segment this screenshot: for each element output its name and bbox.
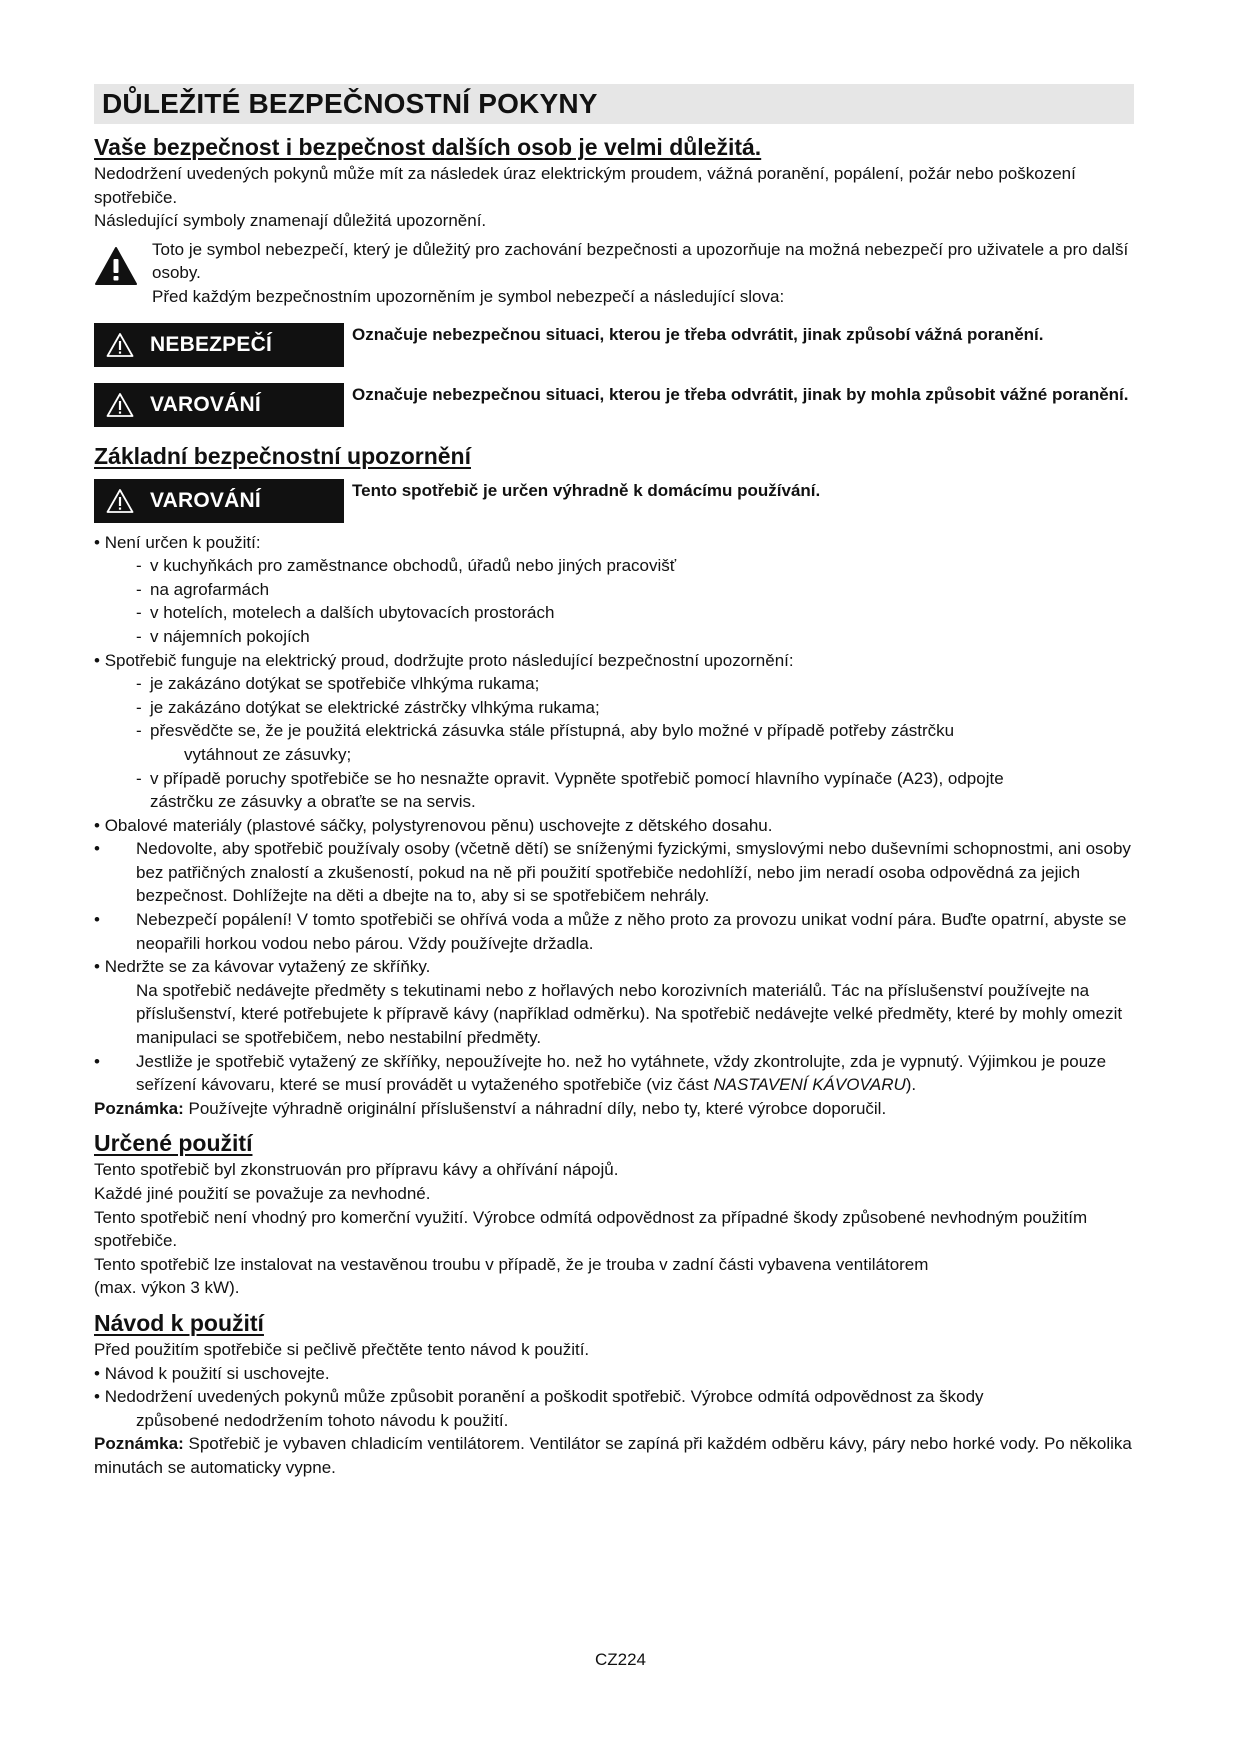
- sub-list-item: - v kuchyňkách pro zaměstnance obchodů, úřadů nebo jiných pracovišť: [136, 556, 677, 576]
- warning-description: Označuje nebezpečnou situaci, kterou je třeba odvrátit, jinak by mohla způsobit vážné poranění.: [352, 384, 1129, 404]
- intended-use-text: Tento spotřebič byl zkonstruován pro přípravu kávy a ohřívání nápojů. Každé jiné použití se považuje za nevhodné. Tento spotřebič není vhodný pro komerční využití. Výrobce odmítá odpovědnost za případné škody způsobené nevhodným použitím spotřebiče. Tento spotřebič lze instalovat na vestavěnou troubu v případě, že je trouba v zadní části vybavena ventilátorem (max. výkon 3 kW).: [94, 1160, 1088, 1298]
- basic-safety-heading: Základní bezpečnostní upozornění: [94, 442, 471, 469]
- page-title: DŮLEŽITÉ BEZPEČNOSTNÍ POKYNY: [94, 84, 1134, 124]
- sub-list-item: - v hotelích, motelech a dalších ubytovacích prostorách: [136, 603, 555, 623]
- domestic-warning-label: VAROVÁNÍ: [150, 488, 261, 512]
- intro-paragraph: Nedodržení uvedených pokynů může mít za následek úraz elektrickým proudem, vážná poranění, popálení, požár nebo poškození spotřebiče.: [94, 164, 1076, 207]
- domestic-warning-row: [94, 479, 1134, 523]
- warning-triangle-icon: [106, 392, 134, 418]
- instructions-text: Před použitím spotřebiče si pečlivě přečtěte tento návod k použití. • Návod k použití si uschovejte. • Nedodržení uvedených pokynů může způsobit poranění a poškodit spotřebič. Výrobce odmítá odpovědnost za škody způsobené nedodržením tohoto návodu k použití. Poznámka: Spotřebič je vybaven chladicím ventilátorem. Ventilátor se zapíná při každém odběru kávy, páry nebo horké vody. Po několika minutách se automaticky vypne.: [94, 1338, 1134, 1480]
- note-label: Poznámka:: [94, 1098, 184, 1118]
- page-content: [94, 84, 1134, 1480]
- list-item-continuation: způsobené nedodržením tohoto návodu k použití.: [136, 1410, 509, 1430]
- warning-label-box: [94, 383, 344, 427]
- danger-row: [94, 323, 1134, 367]
- settings-reference: NASTAVENÍ KÁVOVARU: [713, 1075, 906, 1095]
- symbols-paragraph: Následující symboly znamenají důležitá upozornění.: [94, 211, 487, 231]
- list-item-continuation: Na spotřebič nedávejte předměty s tekutinami nebo z hořlavých nebo korozivních materiálů. Tác na příslušenství používejte na příslušenství, které potřebujete k přípravě kávy (například odměrku). Na spotřebič nedávejte velké předměty, které by mohly omezit manipulaci se spotřebičem, nebo nestabilní předměty.: [136, 980, 1123, 1048]
- danger-label-box: [94, 323, 344, 367]
- note: Poznámka: Spotřebič je vybaven chladicím ventilátorem. Ventilátor se zapíná při každém odběru kávy, páry nebo horké vody. Po několika minutách se automaticky vypne.: [94, 1434, 1132, 1477]
- symbol-words-text: Před každým bezpečnostním upozorněním je symbol nebezpečí a následující slova:: [152, 286, 785, 306]
- warning-triangle-icon: [106, 488, 134, 514]
- page-number: CZ224: [594, 1650, 647, 1669]
- warning-label: VAROVÁNÍ: [150, 392, 261, 416]
- sub-list-item: - je zakázáno dotýkat se elektrické zástrčky vlhkýma rukama;: [136, 697, 600, 717]
- sub-list-item-continuation: zástrčku ze zásuvky a obraťte se na servis.: [150, 792, 476, 812]
- note-label: Poznámka:: [94, 1434, 184, 1454]
- sub-list-item: - na agrofarmách: [136, 579, 270, 599]
- list-item: • Spotřebič funguje na elektrický proud, dodržujte proto následující bezpečnostní upozornění:: [94, 650, 794, 670]
- warning-row: [94, 383, 1134, 427]
- intro-heading: Vaše bezpečnost i bezpečnost dalších osob je velmi důležitá.: [94, 134, 762, 160]
- sub-list-item: - v případě poruchy spotřebiče se ho nesnažte opravit. Vypněte spotřebič pomocí hlavního vypínače (A23), odpojte: [136, 768, 1004, 788]
- list-item: • Nedržte se za kávovar vytažený ze skříňky.: [94, 957, 431, 977]
- instructions-heading: Návod k použití: [94, 1309, 264, 1336]
- list-item: • Návod k použití si uschovejte.: [94, 1363, 330, 1383]
- danger-label: NEBEZPEČÍ: [150, 332, 272, 356]
- symbol-text: Toto je symbol nebezpečí, který je důležitý pro zachování bezpečnosti a upozorňuje na možná nebezpečí pro uživatele a pro další osoby.: [152, 239, 1129, 283]
- warning-triangle-icon: [94, 238, 152, 309]
- intended-use-heading: Určené použití: [94, 1130, 253, 1157]
- list-item: • Jestliže je spotřebič vytažený ze skříňky, nepoužívejte ho. než ho vytáhnete, vždy zkontrolujte, zda je vypnutý. Výjimkou je pouze seřízení kávovaru, které se musí provádět u vytaženého spotřebiče (viz část NASTAVENÍ KÁVOVARU).: [94, 1051, 1107, 1095]
- danger-description: Označuje nebezpečnou situaci, kterou je třeba odvrátit, jinak způsobí vážná poranění.: [352, 324, 1044, 344]
- list-item: • Nebezpečí popálení! V tomto spotřebiči se ohřívá voda a může z něho proto za provozu unikat vodní pára. Buďte opatrní, abyste se neopařili horkou vodou nebo párou. Vždy používejte držadla.: [94, 910, 1127, 953]
- warning-triangle-icon: [106, 332, 134, 358]
- list-item: • Není určen k použití:: [94, 532, 261, 552]
- sub-list-item: - přesvědčte se, že je použitá elektrická zásuvka stále přístupná, aby bylo možné v případě potřeby zástrčku: [136, 721, 955, 741]
- note: Poznámka: Používejte výhradně originální příslušenství a náhradní díly, nebo ty, které výrobce doporučil.: [94, 1098, 887, 1118]
- safety-bullet-list: [94, 531, 1134, 1121]
- sub-list-item: - je zakázáno dotýkat se spotřebiče vlhkýma rukama;: [136, 674, 540, 694]
- list-item: • Nedovolte, aby spotřebič používaly osoby (včetně dětí) se sníženými fyzickými, smyslovými nebo duševními schopnostmi, ani osoby bez patřičných znalostí a zkušeností, pokud na ně při použití spotřebiče nedohlíží, nebo jim neradí osoba odpovědná za jejich bezpečnost. Dohlížejte na děti a dbejte na to, aby si se spotřebičem nehrály.: [94, 839, 1131, 906]
- symbol-explanation: [94, 238, 1134, 309]
- list-item: • Nedodržení uvedených pokynů může způsobit poranění a poškodit spotřebič. Výrobce odmítá odpovědnost za škody: [94, 1387, 984, 1407]
- domestic-warning-text: Tento spotřebič je určen výhradně k domácímu používání.: [352, 480, 821, 500]
- domestic-warning-label-box: [94, 479, 344, 523]
- sub-list-item-continuation: vytáhnout ze zásuvky;: [184, 744, 352, 764]
- sub-list-item: - v nájemních pokojích: [136, 626, 310, 646]
- list-item: • Obalové materiály (plastové sáčky, polystyrenovou pěnu) uschovejte z dětského dosahu.: [94, 815, 773, 835]
